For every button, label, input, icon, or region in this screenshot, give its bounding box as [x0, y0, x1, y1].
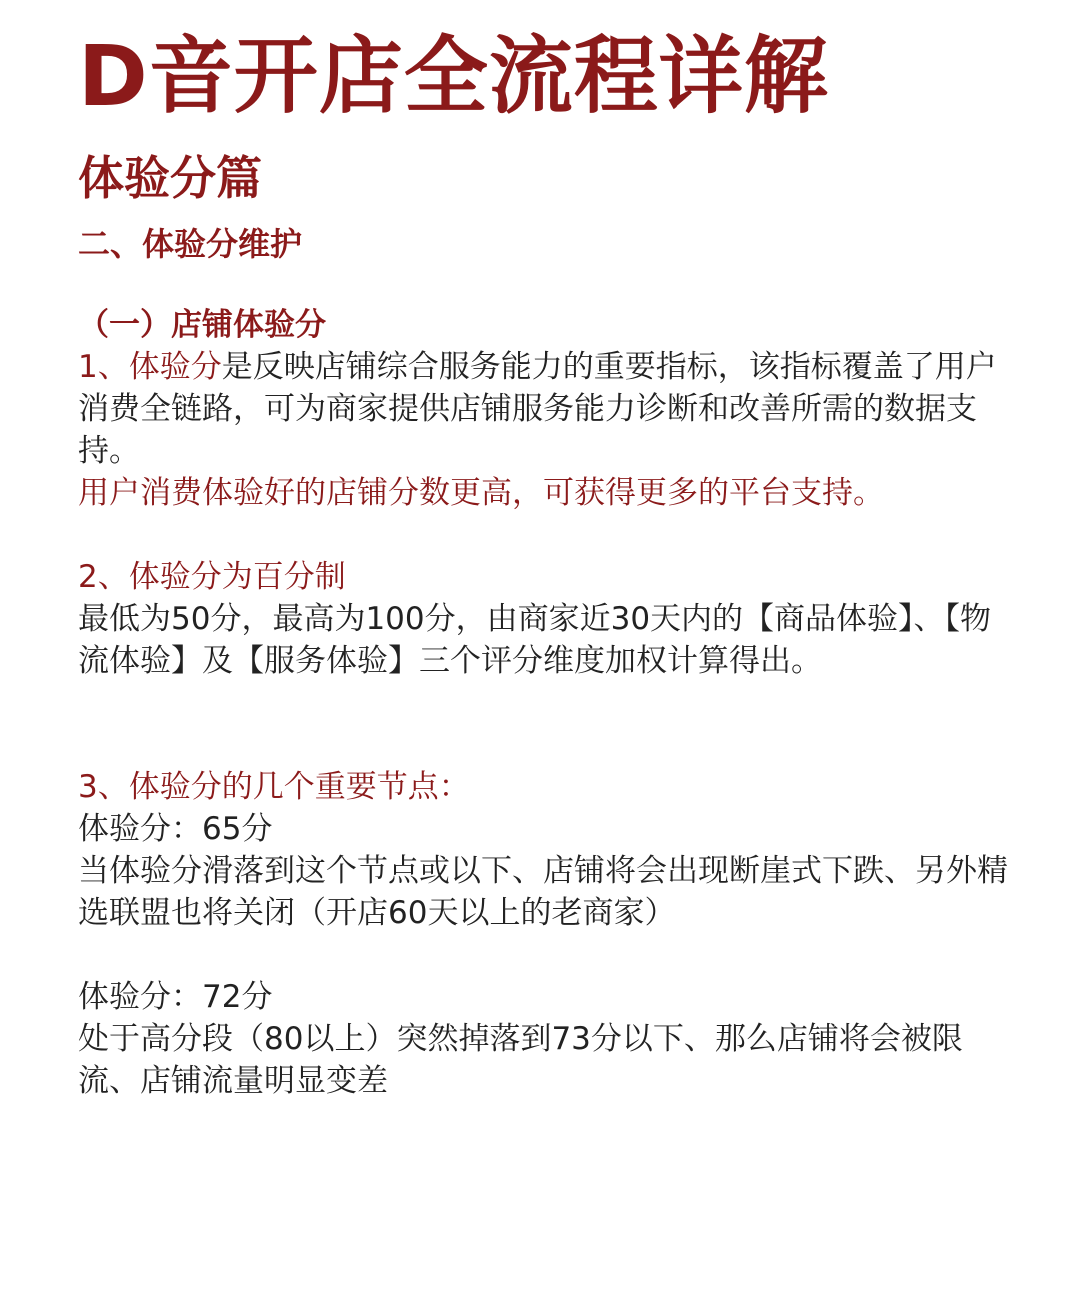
point-3-heading: 3、体验分的几个重要节点：	[78, 769, 470, 805]
point-1-paragraph	[78, 346, 1018, 472]
section-heading: 二、体验分维护	[78, 225, 303, 263]
point-1-number: 1、	[78, 349, 129, 385]
node-72-text: 处于高分段（80以上）突然掉落到73分以下、那么店铺将会被限流、店铺流量明显变差	[78, 1021, 963, 1099]
point-1-term: 体验分	[128, 349, 222, 385]
subsection-heading: （一）店铺体验分	[78, 307, 326, 343]
node-65-label: 体验分：65分	[78, 811, 273, 847]
node-72-label: 体验分：72分	[78, 979, 273, 1015]
node-65-text: 当体验分滑落到这个节点或以下、店铺将会出现断崖式下跌、另外精选联盟也将关闭（开店60天以上的老商家）	[78, 853, 1008, 931]
node-72-block	[78, 976, 1018, 1102]
point-3-block	[78, 766, 1018, 934]
point-2-text: 最低为50分，最高为100分，由商家近30天内的【商品体验】、【物流体验】及【服务体验】三个评分维度加权计算得出。	[78, 601, 992, 679]
point-2-block	[78, 556, 1018, 682]
point-2-heading: 2、体验分为百分制	[78, 559, 346, 595]
sub-title: 体验分篇	[78, 151, 262, 205]
point-1-text: 是反映店铺综合服务能力的重要指标，该指标覆盖了用户消费全链路，可为商家提供店铺服务能力诊断和改善所需的数据支持。	[78, 349, 997, 469]
main-title: D音开店全流程详解	[78, 27, 829, 125]
point-1-highlight: 用户消费体验好的店铺分数更高，可获得更多的平台支持。	[78, 475, 884, 511]
